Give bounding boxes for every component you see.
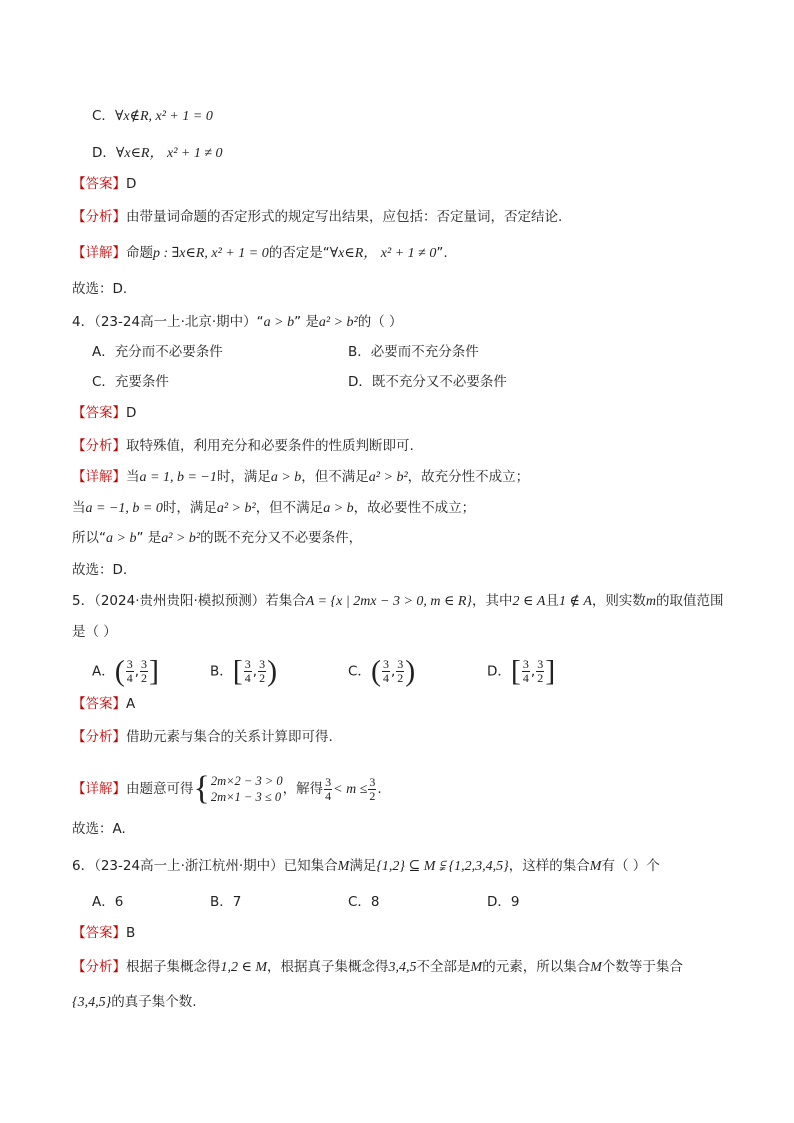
q4-option-c: C．充要条件 [92, 374, 169, 390]
q6-option-a: A．6 [92, 894, 124, 910]
q3-answer: 【答案】D [72, 176, 137, 192]
q6-option-b: B．7 [210, 894, 242, 910]
q4-detail-line2: 当a = −1, b = 0时，满足a² > b²，但不满足a > b，故必要性不成立； [72, 500, 476, 516]
q4-stem: 4．（23-24高一上·北京·期中）“a > b” 是a² > b²的（ ） [72, 314, 403, 330]
q4-analysis: 【分析】取特殊值，利用充分和必要条件的性质判断即可. [72, 438, 414, 454]
q6-option-d: D．9 [487, 894, 520, 910]
q5-stem-line2: 是（ ） [72, 624, 117, 640]
q3-conclusion: 故选：D. [72, 281, 128, 297]
q6-analysis: 【分析】根据子集概念得1,2 ∈ M，根据真子集概念得3,4,5不全部是M的元素，所以集合M个数等于集合 [72, 959, 683, 975]
q4-option-a: A．充分而不必要条件 [92, 344, 223, 360]
q4-option-d: D．既不充分又不必要条件 [348, 374, 507, 390]
q5-option-b: B．[ $\frac{3}{4}$ , $\frac{3}{2}$ ) [210, 654, 278, 688]
q4-detail-line3: 所以“a > b” 是a² > b²的既不充分又不必要条件， [72, 530, 363, 546]
q6-option-c: C．8 [348, 894, 380, 910]
q3-option-c: C．∀x∉R, x² + 1 = 0 [92, 108, 213, 124]
q6-analysis-line2: {3,4,5}的真子集个数. [72, 994, 197, 1010]
q3-analysis: 【分析】由带量词命题的否定形式的规定写出结果，应包括：否定量词，否定结论. [72, 209, 563, 225]
q5-equation-system: { 2m×2 − 3 > 0 2m×1 − 3 ≤ 0 [193, 770, 283, 807]
q4-detail-line1: 【详解】当a = 1, b = −1时，满足a > b，但不满足a² > b²，故充分性不成立； [72, 469, 530, 485]
q4-answer: 【答案】D [72, 405, 137, 421]
q5-stem: 5．（2024·贵州贵阳·模拟预测）若集合A = {x | 2mx − 3 > 0, m ∈ R}，其中2 ∈ A且1 ∉ A，则实数m的取值范围 [72, 593, 724, 609]
q5-detail: 【详解】由题意可得 { 2m×2 − 3 > 0 2m×1 − 3 ≤ 0 ，解得 $\frac{3}{4}$ < m ≤ $\frac{3}{2}$ . [72, 770, 382, 807]
q3-option-d-expr: ∀x∈R， x² + 1 ≠ 0 [115, 146, 223, 161]
q4-conclusion: 故选：D. [72, 562, 128, 578]
q5-analysis: 【分析】借助元素与集合的关系计算即可得. [72, 729, 333, 745]
q3-option-c-expr: ∀x∉R, x² + 1 = 0 [114, 109, 213, 124]
q4-option-b: B．必要而不充分条件 [348, 344, 479, 360]
q3-detail: 【详解】命题p : ∃x∈R, x² + 1 = 0的否定是“∀x∈R， x² + 1 ≠ 0”. [72, 245, 448, 261]
q5-answer: 【答案】A [72, 696, 136, 712]
q6-answer: 【答案】B [72, 925, 136, 941]
q5-conclusion: 故选：A. [72, 821, 126, 837]
q5-option-a: A．( $\frac{3}{4}$ , $\frac{3}{2}$ ] [92, 654, 160, 688]
q5-option-c: C．( $\frac{3}{4}$ , $\frac{3}{2}$ ) [348, 654, 416, 688]
q3-option-d: D．∀x∈R， x² + 1 ≠ 0 [92, 145, 223, 161]
q5-option-d: D．[ $\frac{3}{4}$ , $\frac{3}{2}$ ] [487, 654, 556, 688]
q6-stem: 6．（23-24高一上·浙江杭州·期中）已知集合M满足{1,2} ⊆ M ⫋ {1,2,3,4,5}，这样的集合M有（ ）个 [72, 858, 660, 874]
